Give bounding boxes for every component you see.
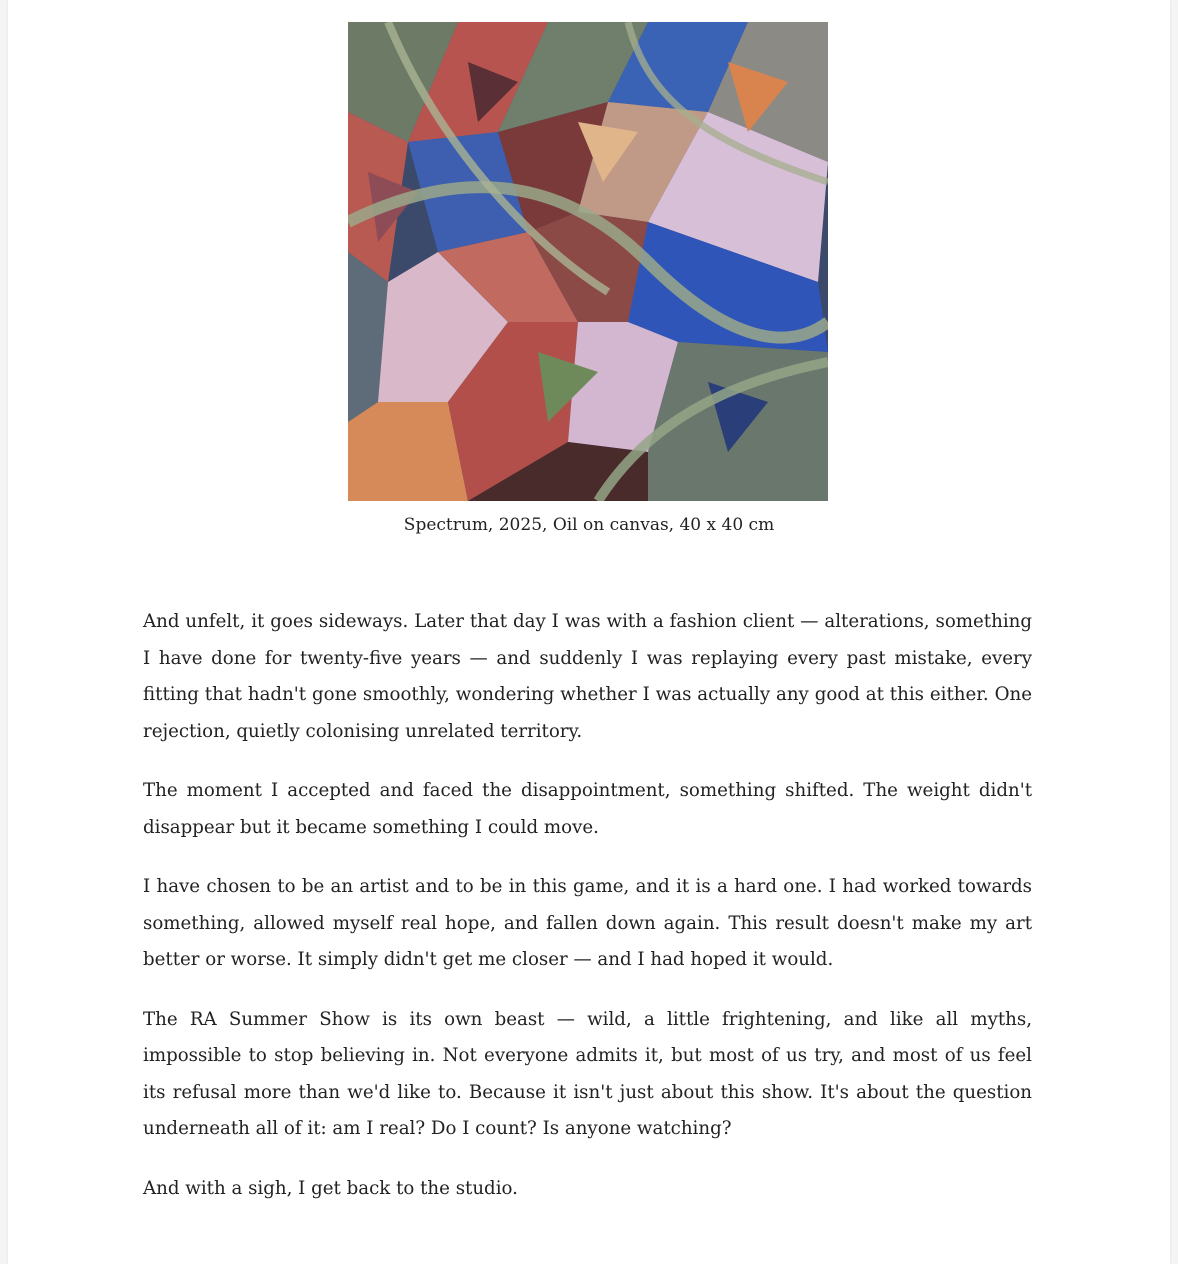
paragraph: I have chosen to be an artist and to be in this game, and it is a hard one. I had worked towards something, allowed myself real hope, and fallen down again. This result doesn't make my art better or worse. It simply didn't get me closer — and I had hoped it would. bbox=[143, 876, 1032, 970]
paragraph: The RA Summer Show is its own beast — wild, a little frightening, and like all myths, impossible to stop believing in. Not everyone admits it, but most of us try, and most of us feel its refusal more than we'd like to. Because it isn't just about this show. It's about the question underneath all of it: am I real? Do I count? Is anyone watching? bbox=[143, 1008, 1032, 1139]
abstract-painting bbox=[348, 22, 828, 501]
painting-image bbox=[348, 22, 828, 501]
paragraph: And with a sigh, I get back to the studio. bbox=[143, 1177, 518, 1199]
paragraph: And unfelt, it goes sideways. Later that day I was with a fashion client — alterations, something I have done for twenty-five years — and suddenly I was replaying every past mistake, every fitting that hadn't gone smoothly, wondering whether I was actually any good at this either. One rejection, quietly colonising unrelated territory. bbox=[143, 611, 1032, 742]
image-caption: Spectrum, 2025, Oil on canvas, 40 x 40 cm bbox=[403, 515, 775, 535]
article-page bbox=[8, 0, 1170, 1264]
paragraph: The moment I accepted and faced the disappointment, something shifted. The weight didn't disappear but it became something I could move. bbox=[143, 780, 1032, 838]
article-body bbox=[143, 604, 1032, 1230]
